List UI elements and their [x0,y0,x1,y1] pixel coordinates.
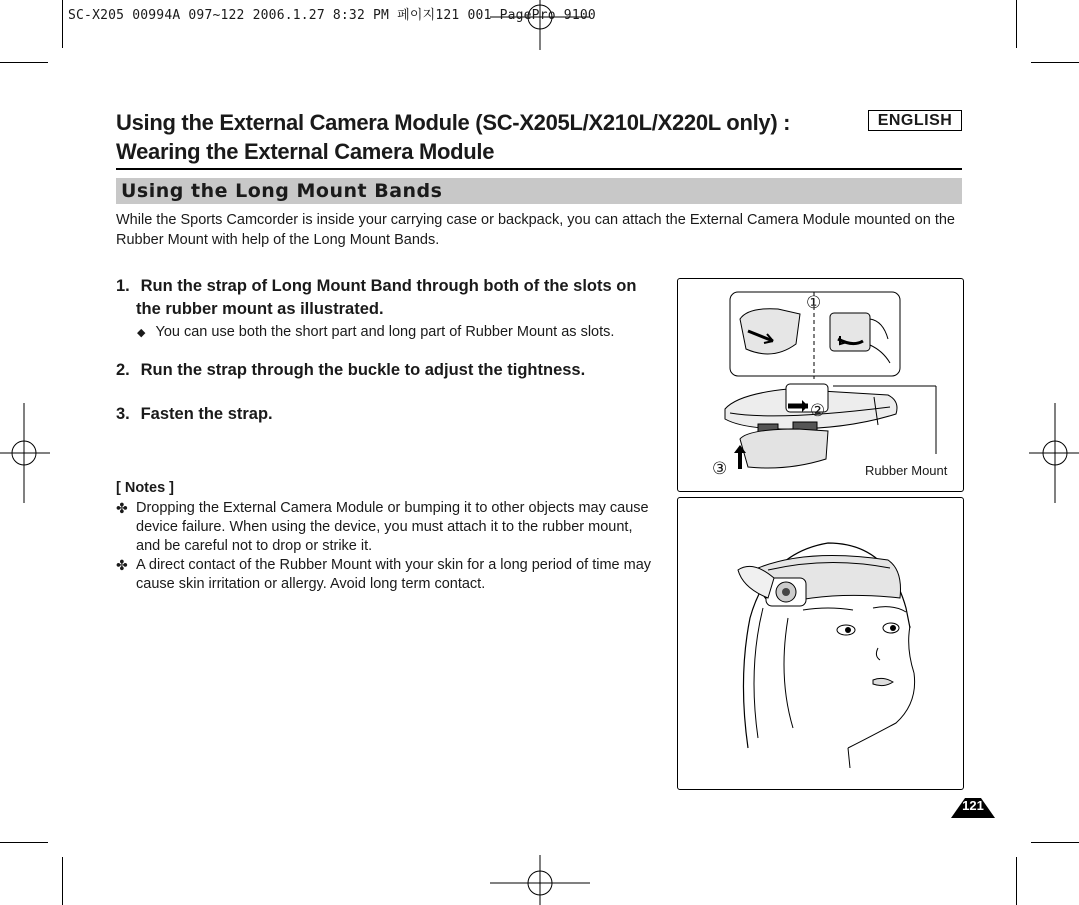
crop-mark [1031,62,1079,63]
cross-bullet-icon: ✤ [116,557,128,573]
language-badge: ENGLISH [868,110,962,131]
note-text: Dropping the External Camera Module or bumping it to other objects may cause device failure. When using the device, you must attach it to the rubber mount, and be careful not to drop or strike it. [136,500,649,554]
callout-3: ③ [712,459,728,478]
title-divider [116,168,962,170]
cross-bullet-icon: ✤ [116,500,128,516]
registration-mark-bottom-icon [490,855,590,905]
crop-mark [0,842,48,843]
step-text: Run the strap of Long Mount Band through both of the slots on [140,277,637,295]
intro-paragraph: While the Sports Camcorder is inside your carrying case or backpack, you can attach the External Camera Module mounted on the Rubber Mount with help of the Long Mount Bands. [116,212,955,248]
note-item [116,499,651,556]
crop-mark [0,62,48,63]
title-line-1: Using the External Camera Module (SC-X205L/X210L/X220L only) : [116,110,791,135]
crop-mark [1016,0,1017,48]
callout-1: ① [806,293,822,312]
step-text: Run the strap through the buckle to adjust the tightness. [140,361,586,379]
page-number: 121 [962,798,984,813]
notes-title: [ Notes ] [116,480,174,496]
title-line-2: Wearing the External Camera Module [116,139,495,164]
registration-mark-left-icon [0,403,50,503]
note-text: A direct contact of the Rubber Mount with your skin for a long period of time may cause skin irritation or allergy. Avoid long term contact. [136,557,652,592]
callout-2: ② [810,401,826,420]
step-number: 3. [116,405,130,423]
diamond-bullet-icon: ◆ [137,327,146,339]
crop-mark [62,857,63,905]
step-2 [116,359,656,382]
step-number: 1. [116,277,130,295]
crop-mark [1016,857,1017,905]
rubber-mount-label: Rubber Mount [865,463,948,478]
section-title: Using the Long Mount Bands [121,180,443,202]
head-with-camera-illustration [678,498,963,789]
step-3 [116,403,656,426]
print-header: SC-X205 00994A 097~122 2006.1.27 8:32 PM 페이지121 001 PagePro 9100 [68,8,596,23]
step-text: Fasten the strap. [140,405,273,423]
crop-mark [1031,842,1079,843]
step-text-continued: the rubber mount as illustrated. [136,300,384,318]
step-1 [116,275,656,343]
note-item [116,556,652,594]
figure-strap-panel [677,278,964,492]
step-number: 2. [116,361,130,379]
page-title [116,108,790,166]
figure-head-panel [677,497,964,790]
crop-mark [62,0,63,48]
step-sub-bullet: You can use both the short part and long part of Rubber Mount as slots. [155,324,615,340]
registration-mark-right-icon [1029,403,1079,503]
